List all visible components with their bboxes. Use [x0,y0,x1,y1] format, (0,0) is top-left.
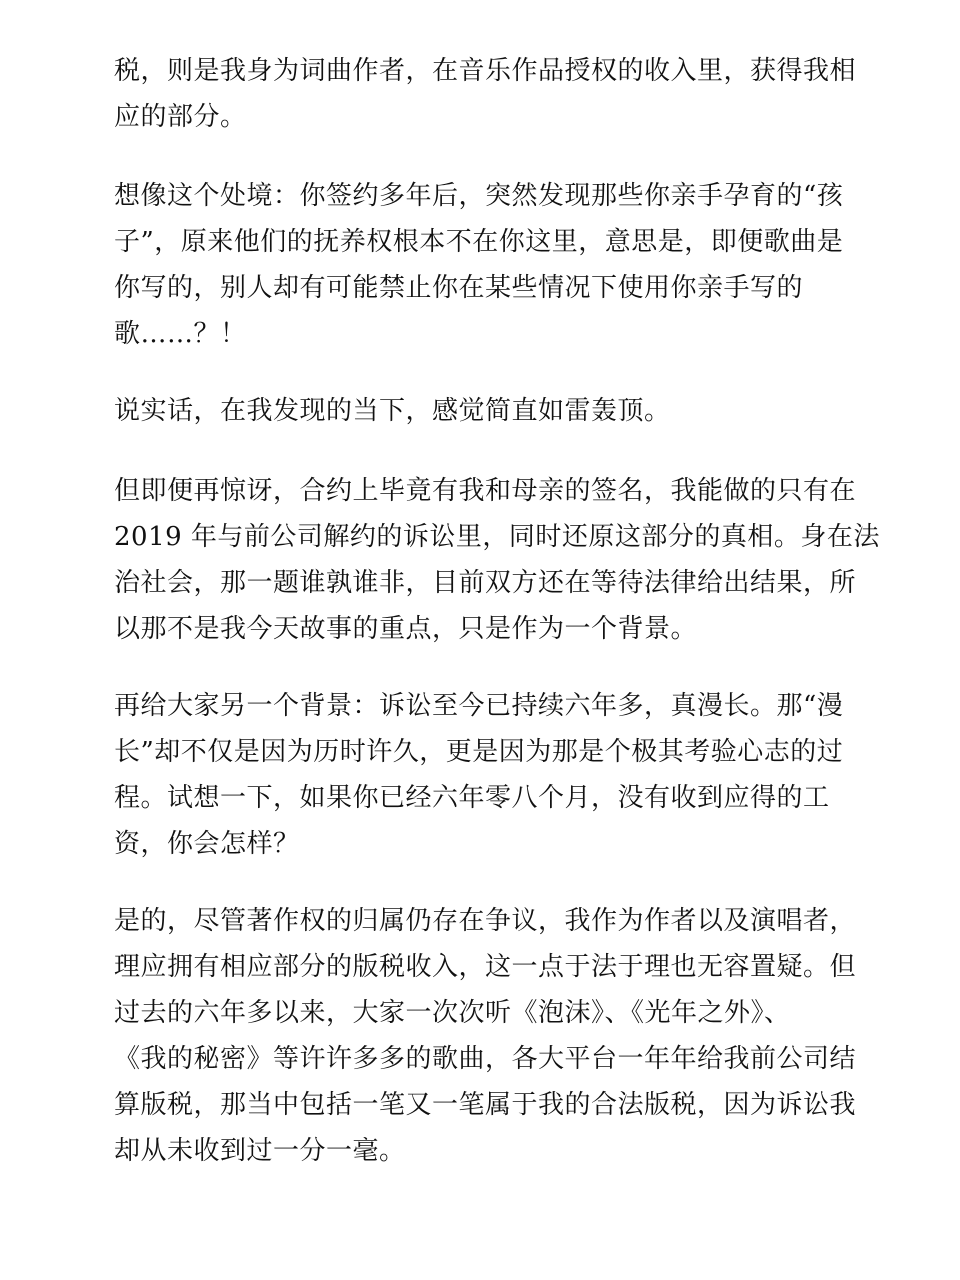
paragraph-1 [114,48,857,140]
text-line: 说实话，在我发现的当下，感觉简直如雷轰顶。 [114,396,671,426]
paragraph-2 [114,173,850,357]
text-line: 《我的秘密》等许许多多的歌曲，各大平台一年年给我前公司结 [114,1044,857,1074]
text-line: 却从未收到过一分一毫。 [114,1136,406,1166]
paragraph-4 [114,468,880,652]
text-line: 算版税，那当中包括一笔又一笔属于我的合法版税，因为诉讼我 [114,1090,857,1120]
text-line: 想像这个处境：你签约多年后，突然发现那些你亲手孕育的“孩 [114,181,844,211]
text-line: 长”却不仅是因为历时许久，更是因为那是个极其考验心志的过 [114,737,844,767]
text-line: 2019 年与前公司解约的诉讼里，同时还原这部分的真相。身在法 [114,522,880,552]
text-line: 理应拥有相应部分的版税收入，这一点于法于理也无容置疑。但 [114,952,857,982]
text-line: 程。试想一下，如果你已经六年零八个月，没有收到应得的工 [114,783,830,813]
text-line: 歌……？！ [114,319,247,349]
text-line: 治社会，那一题谁孰谁非，目前双方还在等待法律给出结果，所 [114,568,857,598]
text-line: 你写的，别人却有可能禁止你在某些情况下使用你亲手写的 [114,273,804,303]
text-line: 再给大家另一个背景：诉讼至今已持续六年多，真漫长。那“漫 [114,691,844,721]
paragraph-6 [114,898,857,1174]
text-line: 以那不是我今天故事的重点，只是作为一个背景。 [114,614,698,644]
text-line: 是的，尽管著作权的归属仍存在争议，我作为作者以及演唱者， [114,906,857,936]
paragraph-3 [114,388,850,434]
text-line: 应的部分。 [114,102,247,132]
text-line: 但即便再惊讶，合约上毕竟有我和母亲的签名，我能做的只有在 [114,476,857,506]
text-line: 税，则是我身为词曲作者，在音乐作品授权的收入里，获得我相 [114,56,857,86]
text-line: 资，你会怎样？ [114,829,300,859]
text-line: 子”，原来他们的抚养权根本不在你这里，意思是，即便歌曲是 [114,227,844,257]
paragraph-5 [114,683,850,867]
text-line: 过去的六年多以来，大家一次次听《泡沫》、《光年之外》、 [114,998,791,1028]
